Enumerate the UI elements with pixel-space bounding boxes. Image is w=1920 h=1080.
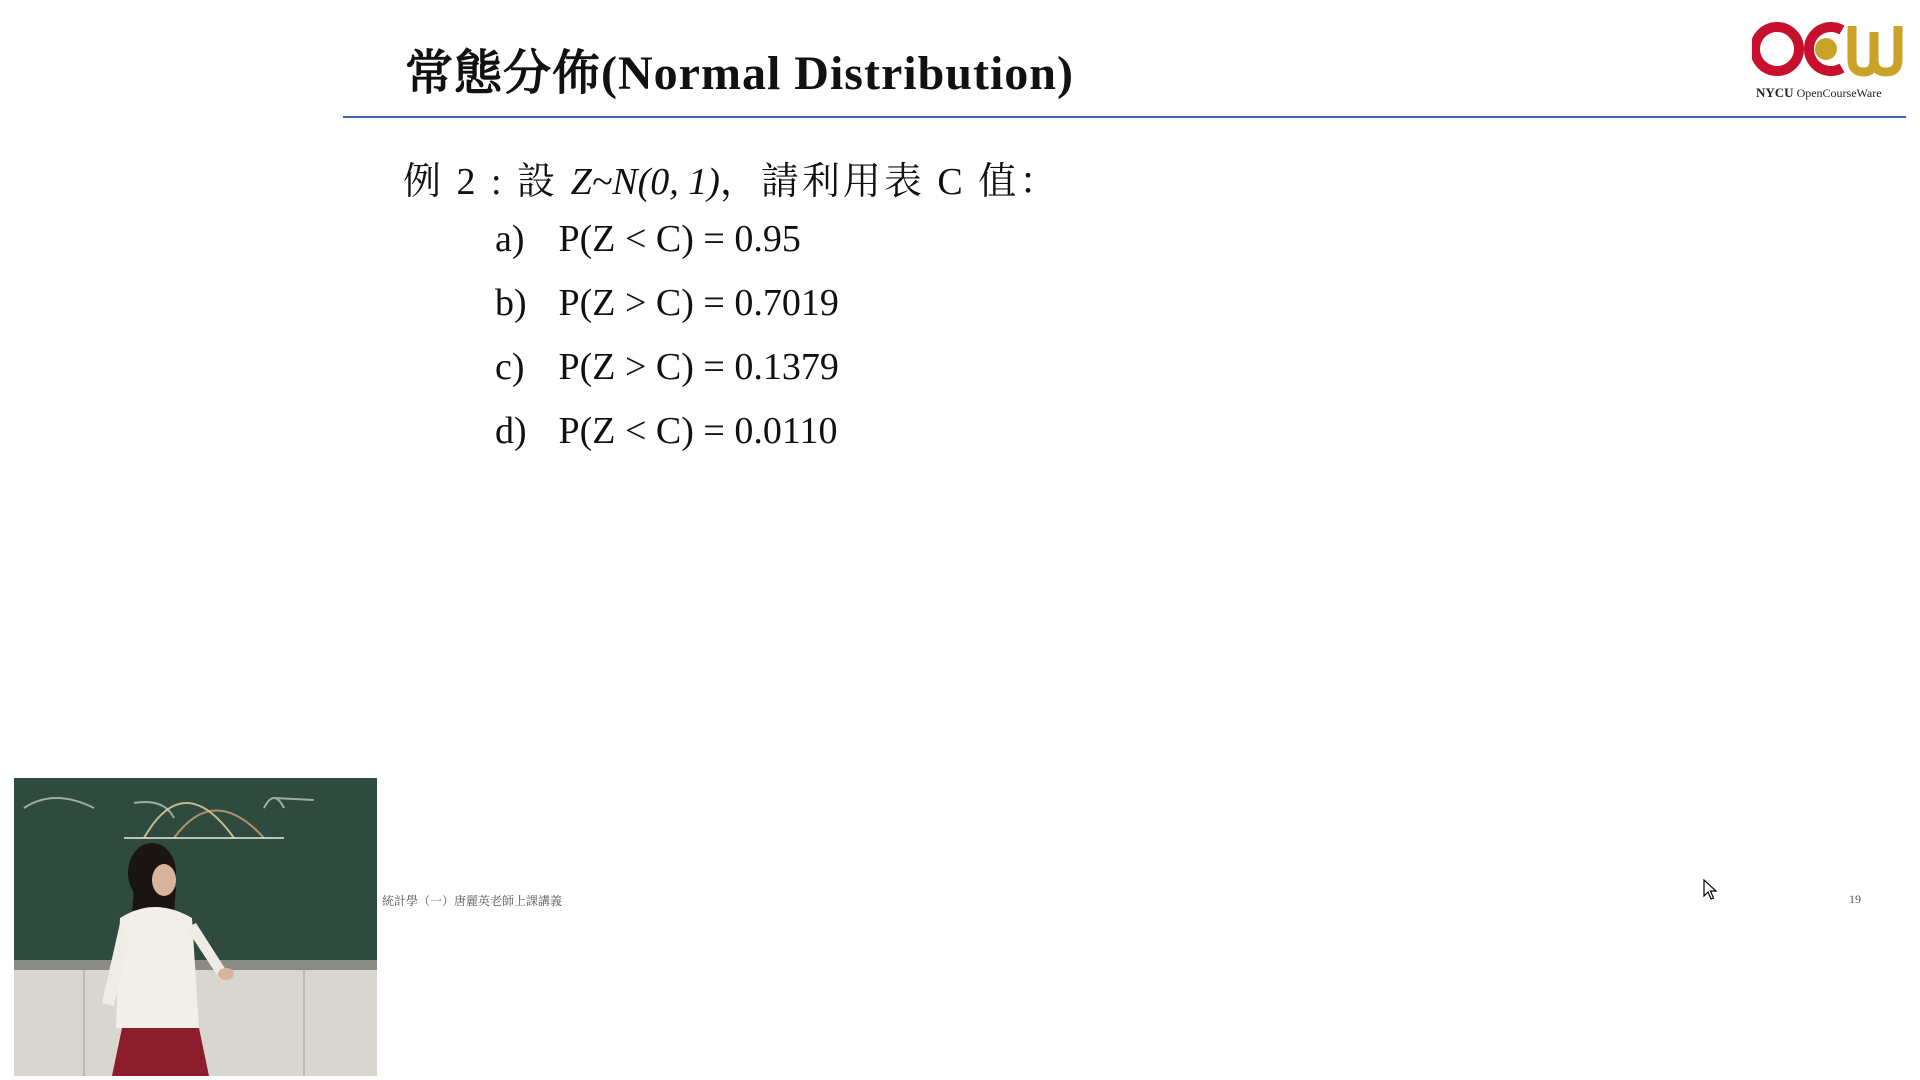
question-suffix: ，請利用表 C 值： — [719, 161, 1061, 203]
example-question — [403, 150, 1060, 205]
page-number: 19 — [1849, 892, 1861, 906]
item-expression: P(Z > C) = 0.7019 — [558, 282, 839, 324]
video-frame — [14, 778, 377, 1076]
item-expression: P(Z < C) = 0.0110 — [558, 410, 838, 452]
slide-footer: 統計學（一）唐麗英老師上課講義 — [382, 894, 563, 908]
logo-caption — [1756, 85, 1882, 101]
sub-question-b — [495, 276, 839, 340]
logo-caption-ocw: OpenCourseWare — [1796, 86, 1882, 100]
item-expression: P(Z < C) = 0.95 — [558, 218, 801, 260]
item-label: a) — [495, 218, 525, 260]
item-expression: P(Z > C) = 0.1379 — [558, 346, 839, 388]
question-prefix: 例 2 : 設 — [403, 161, 559, 203]
sub-question-a — [495, 212, 839, 276]
sub-question-d — [495, 404, 839, 468]
item-label: d) — [495, 410, 527, 452]
slide-title: 常態分佈(Normal Distribution) — [405, 47, 1074, 100]
sub-question-c — [495, 340, 839, 404]
mouse-pointer-icon — [1703, 879, 1719, 901]
item-label: c) — [495, 346, 525, 388]
item-label: b) — [495, 282, 527, 324]
logo-caption-nycu: NYCU — [1756, 85, 1794, 100]
question-math: Z~N(0, 1) — [570, 161, 720, 203]
sub-question-list — [495, 212, 839, 468]
lecturer-video[interactable] — [14, 778, 377, 1076]
title-divider — [343, 116, 1906, 118]
